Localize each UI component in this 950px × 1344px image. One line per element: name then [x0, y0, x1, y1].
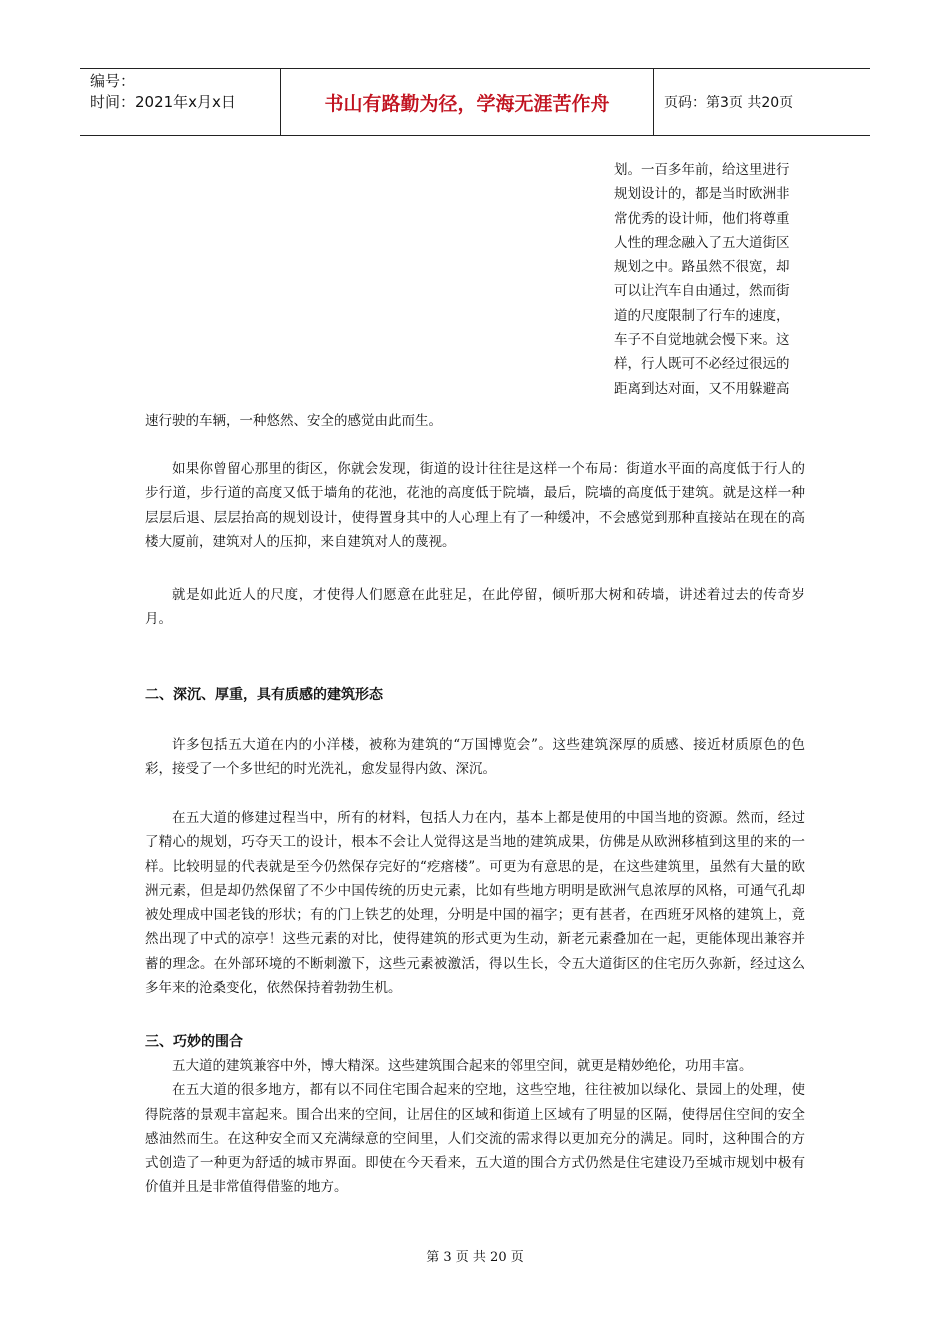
- paragraph: 五大道的建筑兼容中外，博大精深。这些建筑围合起来的邻里空间，就更是精妙绝伦，功用丰富。: [172, 1058, 753, 1074]
- page-header: [80, 68, 870, 136]
- section-heading: 三、巧妙的围合: [145, 1034, 243, 1050]
- paragraph-block-4: [145, 806, 805, 1000]
- paragraph: 在五大道的修建过程当中，所有的材料，包括人力在内，基本上都是使用的中国当地的资源。然而，经过了精心的规划，巧夺天工的设计，根本不会让人觉得这是当地的建筑成果，仿佛是从欧洲移植到这里的来的一样。比较明显的代表就是至今仍然保存完好的“疙瘩楼”。可更为有意思的是，在这些建筑里，虽然有大量的欧洲元素，但是却仍然保留了不少中国传统的历史元素，比如有些地方明明是欧洲气息浓厚的风格，可通气孔却被处理成中国老钱的形状；有的门上铁艺的处理，分明是中国的福字；更有甚者，在西班牙风格的建筑上，竟然出现了中式的凉亭！这些元素的对比，使得建筑的形式更为生动，新老元素叠加在一起，更能体现出兼容并蓄的理念。在外部环境的不断刺激下，这些元素被激活，得以生长，令五大道街区的住宅历久弥新，经过这么多年来的沧桑变化，依然保持着勃勃生机。: [145, 810, 805, 997]
- header-meta: [80, 69, 281, 135]
- header-date: 时间：2021年x月x日: [90, 93, 236, 111]
- side-line: 规划设计的，都是当时欧洲非: [614, 186, 790, 203]
- header-code: 编号：: [90, 72, 136, 90]
- paragraph-block-5: [145, 1054, 805, 1200]
- side-column: [614, 158, 804, 401]
- side-line: 道的尺度限制了行车的速度，: [614, 307, 790, 324]
- side-line: 距离到达对面，又不用躲避高: [614, 380, 790, 397]
- side-line: 车子不自觉地就会慢下来。这: [614, 332, 790, 349]
- page-footer: 第 3 页 共 20 页: [426, 1250, 524, 1265]
- paragraph: 许多包括五大道在内的小洋楼，被称为建筑的“万国博览会”。这些建筑深厚的质感、接近材质原色的色彩，接受了一个多世纪的时光洗礼，愈发显得内敛、深沉。: [145, 737, 805, 778]
- section-heading-2: [145, 683, 805, 707]
- paragraph-block-2: [145, 583, 805, 632]
- paragraph: 就是如此近人的尺度，才使得人们愿意在此驻足，在此停留，倾听那大树和砖墙，讲述着过去的传奇岁月。: [145, 587, 805, 628]
- side-line: 常优秀的设计师，他们将尊重: [614, 210, 790, 227]
- paragraph-continuation: [145, 409, 805, 433]
- paragraph-block-1: [145, 457, 805, 554]
- paragraph-block-3: [145, 733, 805, 782]
- side-line: 划。一百多年前，给这里进行: [614, 162, 790, 178]
- header-motto: 书山有路勤为径，学海无涯苦作舟: [281, 69, 654, 135]
- section-heading-3: [145, 1030, 805, 1054]
- header-page-info: 页码：第3页 共20页: [664, 95, 794, 111]
- side-line: 样，行人既可不必经过很远的: [614, 356, 790, 373]
- paragraph: 如果你曾留心那里的街区，你就会发现，街道的设计往往是这样一个布局：街道水平面的高度低于行人的步行道，步行道的高度又低于墙角的花池，花池的高度低于院墙，最后，院墙的高度低于建筑。就是这样一种层层后退、层层抬高的规划设计，使得置身其中的人心理上有了一种缓冲，不会感觉到那种直接站在现在的高楼大厦前，建筑对人的压抑，来自建筑对人的蔑视。: [145, 461, 805, 550]
- side-line: 人性的理念融入了五大道街区: [614, 234, 790, 251]
- paragraph: 速行驶的车辆，一种悠然、安全的感觉由此而生。: [145, 413, 442, 429]
- section-heading: 二、深沉、厚重，具有质感的建筑形态: [145, 687, 383, 703]
- side-line: 规划之中。路虽然不很宽，却: [614, 259, 790, 276]
- side-line: 可以让汽车自由通过，然而街: [614, 283, 790, 300]
- paragraph: 在五大道的很多地方，都有以不同住宅围合起来的空地，这些空地，往往被加以绿化、景园上的处理，使得院落的景观丰富起来。围合出来的空间，让居住的区域和街道上区域有了明显的区隔，使得居住空间的安全感油然而生。在这种安全而又充满绿意的空间里，人们交流的需求得以更加充分的满足。同时，这种围合的方式创造了一种更为舒适的城市界面。即使在今天看来，五大道的围合方式仍然是住宅建设乃至城市规划中极有价值并且是非常值得借鉴的地方。: [145, 1082, 805, 1196]
